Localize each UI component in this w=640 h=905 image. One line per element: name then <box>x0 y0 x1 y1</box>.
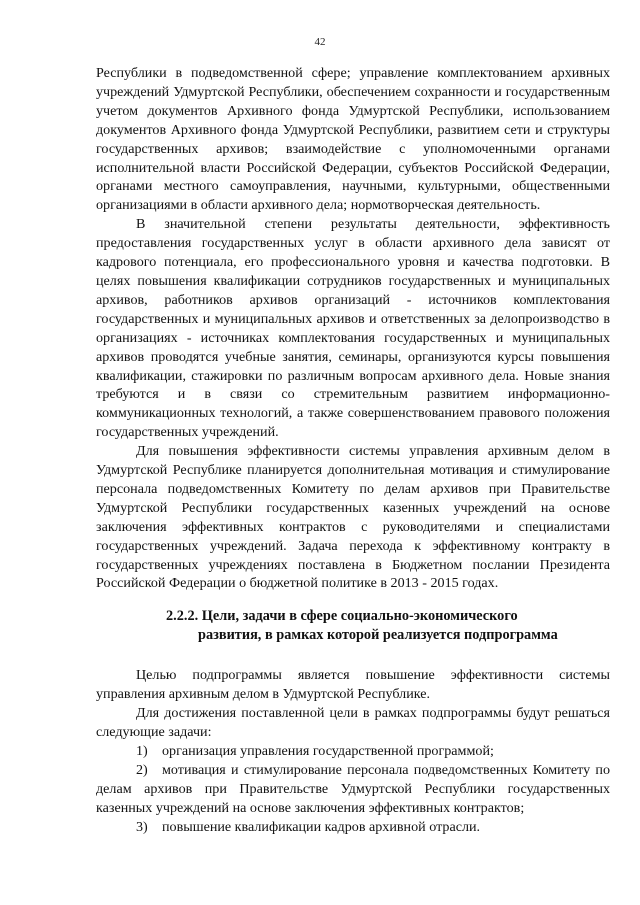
paragraph-goal: Целью подпрограммы является повышение эффективности системы управления архивным делом в Удмуртской Республике. <box>96 667 610 703</box>
list-item-text: организация управления государственной программой; <box>162 743 494 759</box>
list-item-number: 1) <box>136 743 148 759</box>
list-item-number: 3) <box>136 818 148 835</box>
paragraph-staff-potential: В значительной степени результаты деятельности, эффективность предоставления государственных услуг в области архивного дела зависят от кадрового потенциала, его профессионального уровня и качества подготовки. В целях повышения квалификации сотрудников государственных и муниципальных архивов, работников архивов организаций - источников комплектования государственных и муниципальных архивов и ответственных за делопроизводство в организациях - источниках комплектования государственных и муниципальных архивов проводятся учебные занятия, семинары, организуются курсы повышения квалификации, стажировки по различным вопросам архивного дела. Новые знания требуются и в связи со стремительным развитием информационно-коммуникационных технологий, а также совершенствованием правового положения государственных учреждений. <box>96 216 610 441</box>
list-item-number: 2) <box>136 761 148 778</box>
list-item-text: мотивация и стимулирование персонала подведомственных Комитету по делам архивов при Правительстве Удмуртской Республики государственных казенных учреждений на основе заключения эффективных контрактов; <box>96 761 610 816</box>
page-number: 42 <box>314 36 326 48</box>
list-item-text: повышение квалификации кадров архивной отрасли. <box>162 818 481 835</box>
section-heading-line-1: 2.2.2. Цели, задачи в сфере социально-экономического <box>166 608 518 625</box>
list-item-task-3 <box>96 818 610 837</box>
paragraph-efficiency-motivation: Для повышения эффективности системы управления архивным делом в Удмуртской Республике планируется дополнительная мотивация и стимулирование персонала подведомственных Комитету по делам архивов при Правительстве Удмуртской Республики государственных казенных учреждений на основе заключения эффективных контрактов с руководителями и специалистами государственных учреждений. Задача перехода к эффективному контракту в государственных учреждениях поставлена в Бюджетном послании Президента Российской Федерации о бюджетной политике в 2013 - 2015 годах. <box>96 443 610 592</box>
document-body <box>96 64 610 837</box>
list-item-task-1 <box>96 742 610 761</box>
section-heading <box>96 607 610 645</box>
list-item-task-2 <box>96 761 610 818</box>
paragraph-tasks-intro: Для достижения поставленной цели в рамках подпрограммы будут решаться следующие задачи: <box>96 705 610 741</box>
paragraph-intro-continuation: Республики в подведомственной сфере; управление комплектованием архивных учреждений Удмуртской Республики, обеспечением сохранности и государственным учетом документов Архивного фонда Удмуртской Республики, использованием документов Архивного фонда Удмуртской Республики, развитием сети и структуры государственных архивов; взаимодействие с уполномоченными органами исполнительной власти Российской Федерации, субъектов Российской Федерации, органами местного самоуправления, научными, культурными, общественными организациями в области архивного дела; нормотворческая деятельность. <box>96 65 610 214</box>
section-heading-line-2: развития, в рамках которой реализуется подпрограмма <box>198 627 558 644</box>
